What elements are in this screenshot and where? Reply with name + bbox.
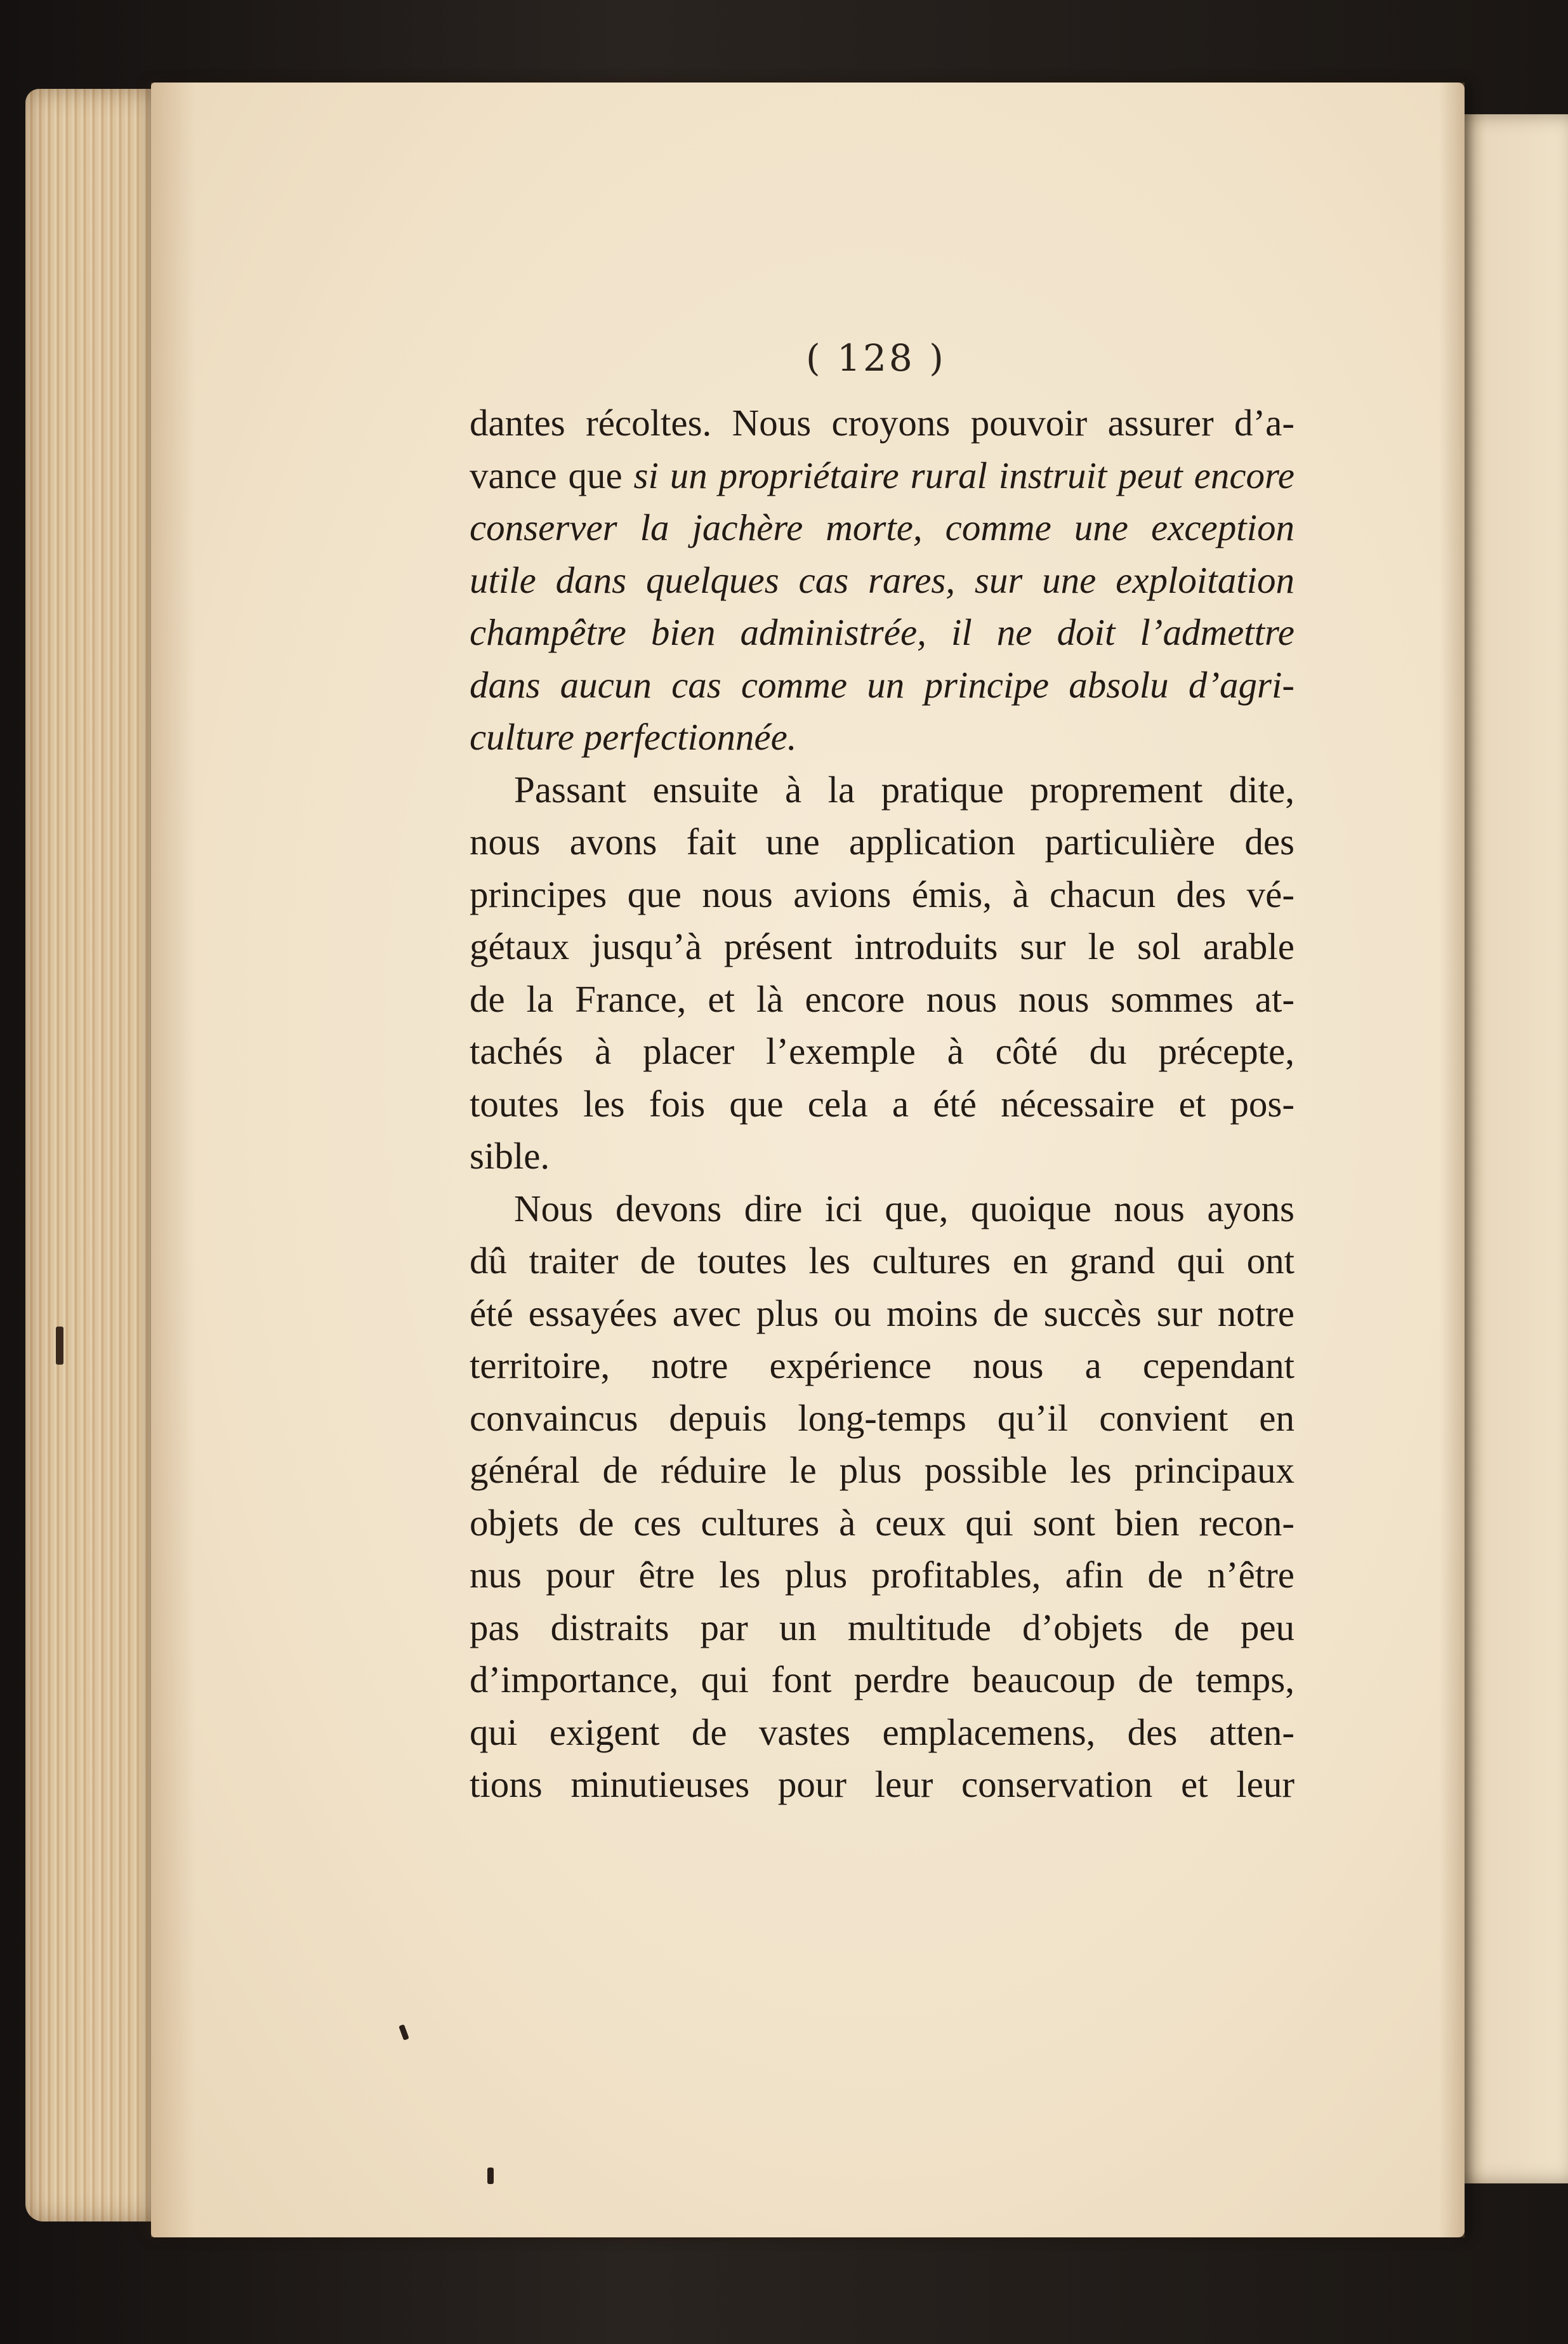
- text-line: sible.: [470, 1135, 550, 1177]
- text-line: tions minutieuses pour leur conservation et leur: [470, 1763, 1295, 1805]
- text-line: de la France, et là encore nous nous sommes at-: [470, 977, 1295, 1020]
- text-line: Nous devons dire ici que, quoique nous ayons: [514, 1187, 1295, 1229]
- ink-speck: [487, 2168, 494, 2184]
- text-roman: vance que: [470, 454, 634, 496]
- text-italic: si un propriétaire rural instruit peut encore: [633, 454, 1295, 496]
- facing-page-edge: [1453, 114, 1568, 2183]
- text-line: dans aucun cas comme un principe absolu d’agri-: [470, 663, 1295, 706]
- text-line: culture perfectionnée.: [470, 716, 797, 758]
- text-line: champêtre bien administrée, il ne doit l’admettre: [470, 611, 1295, 653]
- text-line: d’importance, qui font perdre beaucoup de temps,: [470, 1659, 1295, 1700]
- text-line: toutes les fois que cela a été nécessaire et pos-: [470, 1082, 1295, 1125]
- text-line: tachés à placer l’exemple à côté du précepte,: [470, 1030, 1295, 1072]
- text-line: général de réduire le plus possible les principaux: [470, 1449, 1295, 1491]
- body-text: [470, 397, 1295, 1811]
- page-number: ( 128 ): [806, 336, 946, 380]
- text-line: pas distraits par un multitude d’objets de peu: [470, 1606, 1295, 1648]
- text-line: dantes récoltes. Nous croyons pouvoir assurer d’a-: [470, 402, 1295, 444]
- text-line: dû traiter de toutes les cultures en grand qui ont: [470, 1240, 1295, 1281]
- text-line: objets de ces cultures à ceux qui sont bien recon-: [470, 1501, 1295, 1544]
- text-line: convaincus depuis long-temps qu’il convient en: [470, 1396, 1295, 1439]
- text-line: conserver la jachère morte, comme une exception: [470, 507, 1295, 548]
- text-line: principes que nous avions émis, à chacun des vé-: [470, 873, 1295, 915]
- ink-speck: [56, 1327, 63, 1365]
- text-line: qui exigent de vastes emplacemens, des atten-: [470, 1711, 1295, 1753]
- text-line: Passant ensuite à la pratique proprement dite,: [514, 768, 1295, 811]
- text-line: nous avons fait une application particulière des: [470, 821, 1295, 863]
- text-line: [470, 449, 1295, 502]
- text-line: été essayées avec plus ou moins de succès sur notre: [470, 1292, 1295, 1334]
- text-line: utile dans quelques cas rares, sur une exploitation: [470, 559, 1295, 601]
- text-line: nus pour être les plus profitables, afin de n’être: [470, 1554, 1295, 1596]
- text-line: gétaux jusqu’à présent introduits sur le sol arable: [470, 925, 1295, 967]
- text-line: territoire, notre expérience nous a cependant: [470, 1344, 1295, 1386]
